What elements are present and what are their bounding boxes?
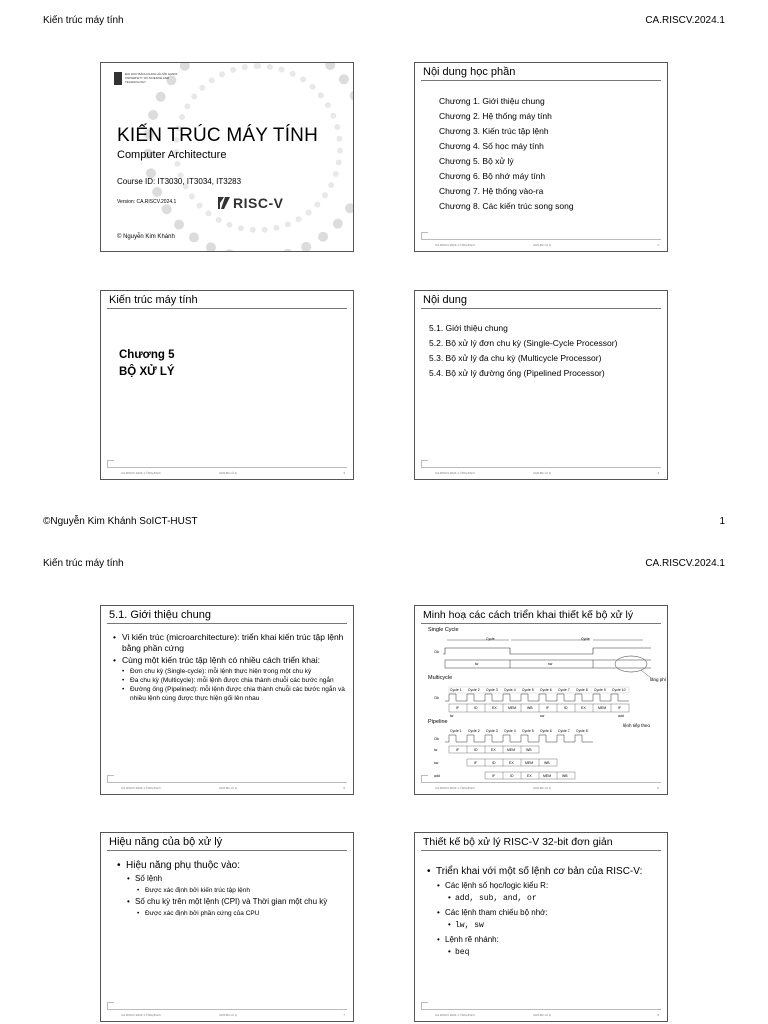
pipe-stage: EX (527, 774, 532, 778)
sub-bullet: • Các lệnh tham chiếu bộ nhớ: (427, 906, 665, 919)
pipe-stage: IF (456, 748, 460, 752)
pipe-stage: ID (492, 761, 496, 765)
slide-performance (100, 832, 354, 1022)
page1-header-right: CA.RISCV.2024.1 (645, 15, 725, 26)
riscv-mark-icon (218, 197, 230, 209)
multi-cycle-tick: Cycle 6 (540, 688, 552, 692)
pipe-stage: MEM (507, 748, 516, 752)
lw-label: lw (475, 662, 479, 666)
pipe-cycle-tick: Cycle 4 (504, 729, 516, 733)
code-item: • add, sub, and, or (427, 892, 665, 906)
slide-footer (421, 782, 661, 792)
bullet: • Triển khai với một số lệnh cơ bản của RISC-V: (427, 865, 665, 879)
page1-footer-right: 1 (719, 516, 725, 527)
single-cycle-label: Single Cycle (428, 627, 459, 633)
slide-footer-left: CA.RISCV.2024.1 ©NKpKhnh (121, 1013, 161, 1017)
chapter-item: Chương 7. Hệ thống vào-ra (439, 186, 544, 196)
slide1-version: Version: CA.RISCV.2024.1 (117, 199, 177, 205)
next-instr-label: lệnh tiếp theo (623, 723, 651, 728)
design-bullets (427, 865, 665, 960)
multi-cycle-tick: Cycle 4 (504, 688, 516, 692)
chapter-item: Chương 5. Bộ xử lý (439, 156, 514, 166)
slide6-title: Minh hoạ các cách triển khai thiết kế bộ xử lý (421, 608, 661, 624)
page2-header-right: CA.RISCV.2024.1 (645, 558, 725, 569)
university-logo-icon (114, 72, 122, 85)
slide-implementation-diagram (414, 605, 668, 795)
multi-cycle-tick: Cycle 7 (558, 688, 570, 692)
section-item: 5.3. Bộ xử lý đa chu kỳ (Multicycle Processor) (429, 353, 602, 363)
slide-page-number: 3 (343, 471, 345, 475)
lw-label: lw (434, 748, 438, 752)
multi-stage: WB (527, 706, 533, 710)
pipe-cycle-tick: Cycle 3 (486, 729, 498, 733)
slide-footer (107, 782, 347, 792)
timing-diagram (415, 606, 668, 795)
multi-stage: MEM (598, 706, 607, 710)
slide-footer-center: CH5-Bộ xử lý (219, 1013, 238, 1017)
chapter-item: Chương 8. Các kiến trúc song song (439, 201, 574, 211)
pipe-stage: MEM (543, 774, 552, 778)
page2-header (43, 558, 725, 569)
riscv-logo-text: RISC-V (233, 195, 284, 211)
pipe-cycle-tick: Cycle 6 (540, 729, 552, 733)
multi-cycle-tick: Cycle 3 (486, 688, 498, 692)
code-item: • beq (427, 946, 665, 960)
section-item: 5.2. Bộ xử lý đơn chu kỳ (Single-Cycle Processor) (429, 338, 618, 348)
slide-footer-center: CH5-Bộ xử lý (533, 471, 552, 475)
chapter-name: BỘ XỬ LÝ (119, 366, 175, 378)
page1-header-left: Kiến trúc máy tính (43, 15, 124, 26)
add-label: add (618, 714, 624, 718)
chapter-item: Chương 1. Giới thiệu chung (439, 96, 545, 106)
pipe-stage: ID (474, 748, 478, 752)
slide-footer (107, 1009, 347, 1019)
page1-header (43, 15, 725, 26)
sub-bullet: • Đơn chu kỳ (Single-cycle): mỗi lệnh thực hiện trong một chu kỳ (113, 667, 345, 676)
pipe-stage: WB (526, 748, 532, 752)
slide-footer (107, 467, 347, 477)
chapter-item: Chương 4. Số học máy tính (439, 141, 544, 151)
slide-footer-left: CA.RISCV.2024.1 ©NKpKhnh (121, 471, 161, 475)
pipe-stage: ID (510, 774, 514, 778)
slide-title-page (100, 62, 354, 252)
slide-chapter-contents (414, 290, 668, 480)
slide-footer-left: CA.RISCV.2024.1 ©NKpKhnh (435, 786, 475, 790)
slide-page-number: 8 (657, 1013, 659, 1017)
page2-header-left: Kiến trúc máy tính (43, 558, 124, 569)
sub-bullet: • Đường ống (Pipelined): mỗi lệnh được chia thành chuỗi các bước ngắn và nhiều lệnh cùng được thực hiện gối lên nhau (113, 685, 345, 703)
sw-label: sw (548, 662, 553, 666)
pipeline-label: Pipeline (428, 719, 448, 725)
slide-footer-center: CH5-Bộ xử lý (219, 471, 238, 475)
multi-cycle-tick: Cycle 8 (576, 688, 588, 692)
multi-stage: IF (546, 706, 550, 710)
sub-bullet: • Đa chu kỳ (Multicycle): mỗi lệnh được chia thành chuỗi các bước ngắn (113, 676, 345, 685)
waste-label: lãng phí (650, 677, 667, 682)
multi-cycle-tick: Cycle 5 (522, 688, 534, 692)
chapter-list (439, 94, 574, 214)
slide-footer-left: CA.RISCV.2024.1 ©NKpKhnh (435, 1013, 475, 1017)
multi-stage: IF (618, 706, 622, 710)
chapter-heading (119, 347, 175, 381)
multi-stage: MEM (508, 706, 517, 710)
pipe-stage: WB (562, 774, 568, 778)
pipe-cycle-tick: Cycle 2 (468, 729, 480, 733)
slide-footer-center: CH5-Bộ xử lý (219, 786, 238, 790)
page1-footer-left: ©Nguyễn Kim Khánh SoICT-HUST (43, 516, 198, 527)
chapter-item: Chương 2. Hệ thống máy tính (439, 111, 552, 121)
bullet: • Vi kiến trúc (microarchitecture): triển khai kiến trúc tập lệnh bằng phần cứng (113, 632, 345, 654)
slide-chapter-divider (100, 290, 354, 480)
pipe-stage: IF (474, 761, 478, 765)
sub-bullet: • Các lệnh số học/logic kiểu R: (427, 879, 665, 892)
slide-page-number: 5 (343, 786, 345, 790)
performance-bullets (117, 859, 347, 919)
multi-stage: EX (492, 706, 497, 710)
cycle-label: Cycle (486, 637, 495, 641)
slide-footer-left: CA.RISCV.2024.1 ©NKpKhnh (435, 243, 475, 247)
slide1-subtitle: Computer Architecture (117, 149, 227, 161)
section-item: 5.4. Bộ xử lý đường ống (Pipelined Processor) (429, 368, 605, 378)
clk-label: Clk (434, 696, 440, 700)
pipe-cycle-tick: Cycle 7 (558, 729, 570, 733)
slide-footer-left: CA.RISCV.2024.1 ©NKpKhnh (435, 471, 475, 475)
chapter-item: Chương 3. Kiến trúc tập lệnh (439, 126, 549, 136)
multi-cycle-tick: Cycle 9 (594, 688, 606, 692)
slide-riscv-design (414, 832, 668, 1022)
sub-bullet: • Số lệnh (117, 873, 347, 885)
section-list (429, 321, 617, 381)
slide5-title: 5.1. Giới thiệu chung (107, 608, 347, 624)
slide-footer (421, 239, 661, 249)
slide-page-number: 2 (657, 243, 659, 247)
slide-page-number: 6 (657, 786, 659, 790)
chapter-number: Chương 5 (119, 349, 175, 361)
slide2-title: Nội dung học phần (421, 65, 661, 81)
slide4-title: Nội dung (421, 293, 661, 309)
slide1-course-id: Course ID: IT3030, IT3034, IT3283 (117, 177, 242, 186)
slide-page-number: 7 (343, 1013, 345, 1017)
pipe-stage: MEM (525, 761, 534, 765)
slide-footer-left: CA.RISCV.2024.1 ©NKpKhnh (121, 786, 161, 790)
sub-sub-bullet: • Được xác định bởi phần cứng của CPU (117, 908, 347, 919)
slide-footer-center: CH5-Bộ xử lý (533, 243, 552, 247)
bullet: • Cùng một kiến trúc tập lệnh có nhiều cách triển khai: (113, 655, 345, 666)
sub-sub-bullet: • Được xác định bởi kiến trúc tập lệnh (117, 885, 347, 896)
pipe-stage: EX (491, 748, 496, 752)
sub-bullet: • Số chu kỳ trên một lệnh (CPI) và Thời gian một chu kỳ (117, 896, 347, 908)
sw-label: sw (434, 761, 439, 765)
slide3-title: Kiến trúc máy tính (107, 293, 347, 309)
slide-footer (421, 1009, 661, 1019)
code-item: • lw, sw (427, 919, 665, 933)
pipe-stage: EX (509, 761, 514, 765)
slide-intro (100, 605, 354, 795)
bullet: • Hiệu năng phụ thuộc vào: (117, 859, 347, 873)
section-item: 5.1. Giới thiệu chung (429, 323, 508, 333)
add-label: add (434, 774, 440, 778)
slide-footer-center: CH5-Bộ xử lý (533, 1013, 552, 1017)
slide-page-number: 4 (657, 471, 659, 475)
slide1-author: © Nguyễn Kim Khánh (117, 234, 175, 240)
cycle-label: Cycle (581, 637, 590, 641)
slide1-title: KIẾN TRÚC MÁY TÍNH (117, 125, 319, 146)
multi-cycle-tick: Cycle 10 (612, 688, 626, 692)
lw-label: lw (450, 714, 454, 718)
intro-bullets (113, 632, 345, 703)
clk-label: Clk (434, 650, 440, 654)
multi-stage: IF (456, 706, 460, 710)
chapter-item: Chương 6. Bộ nhớ máy tính (439, 171, 546, 181)
multi-cycle-tick: Cycle 2 (468, 688, 480, 692)
slide7-title: Hiệu năng của bộ xử lý (107, 835, 347, 851)
sw-label: sw (540, 714, 545, 718)
multicycle-label: Multicycle (428, 675, 453, 681)
clk-label: Clk (434, 737, 440, 741)
slide8-title: Thiết kế bộ xử lý RISC-V 32-bit đơn giản (421, 835, 661, 851)
multi-stage: EX (581, 706, 586, 710)
slide-footer (421, 467, 661, 477)
page1-footer (43, 516, 725, 527)
sub-bullet: • Lệnh rẽ nhánh: (427, 933, 665, 946)
multi-cycle-tick: Cycle 1 (450, 688, 462, 692)
university-logo-text: ĐẠI HỌC BÁCH KHOA HÀ NỘI HANOI UNIVERSITY OF SCIENCE AND TECHNOLOGY (125, 72, 178, 84)
slide-course-contents (414, 62, 668, 252)
pipe-cycle-tick: Cycle 8 (576, 729, 588, 733)
pipe-cycle-tick: Cycle 1 (450, 729, 462, 733)
pipe-cycle-tick: Cycle 5 (522, 729, 534, 733)
pipe-stage: IF (492, 774, 496, 778)
multi-stage: ID (474, 706, 478, 710)
slide-footer-center: CH5-Bộ xử lý (533, 786, 552, 790)
multi-stage: ID (564, 706, 568, 710)
pipe-stage: WB (544, 761, 550, 765)
